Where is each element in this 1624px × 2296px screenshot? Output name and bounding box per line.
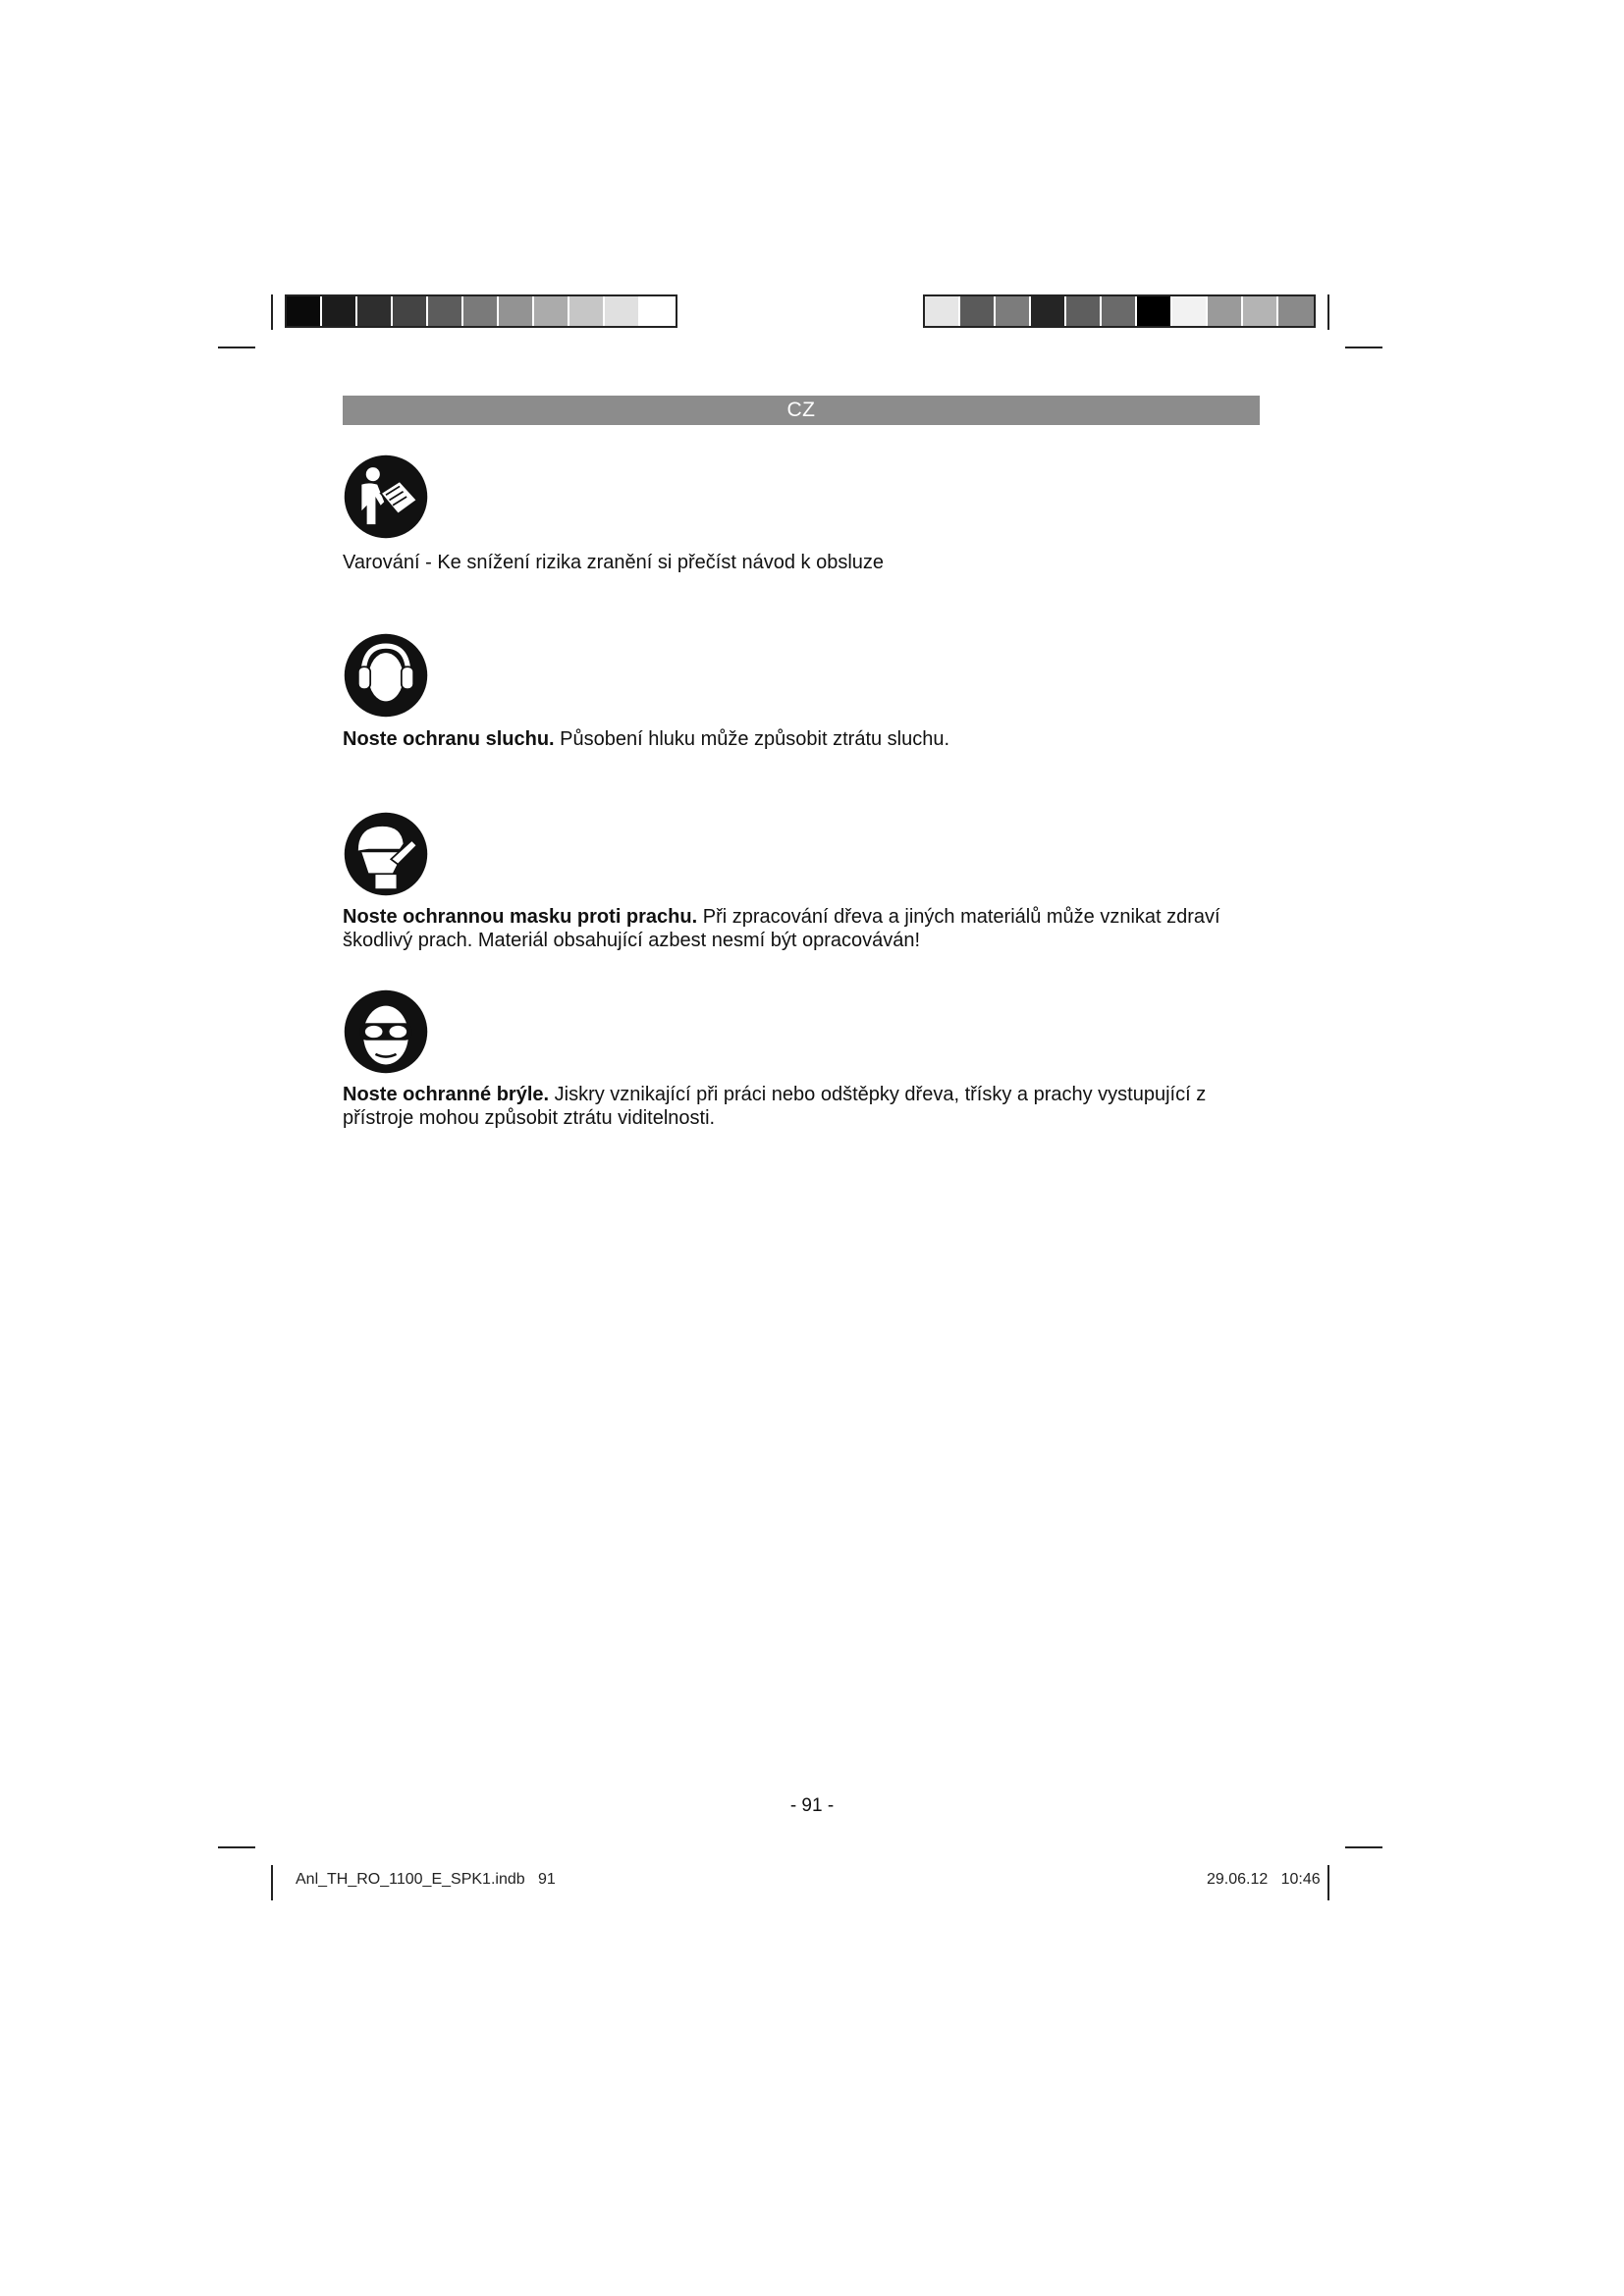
page-number: - 91 - bbox=[789, 1795, 835, 1816]
calibration-swatch bbox=[1066, 296, 1102, 326]
calibration-swatch bbox=[925, 296, 960, 326]
calibration-swatch bbox=[1137, 296, 1172, 326]
dust-mask-text: Noste ochrannou masku proti prachu. Při zpracování dřeva a jiných materiálů může vznikat zdraví škodlivý prach. Materiál obsahující azbest nesmí být opracováván! bbox=[343, 906, 1220, 951]
calibration-swatch bbox=[1278, 296, 1314, 326]
crop-mark-bottom-left-horizontal bbox=[218, 1846, 255, 1848]
dust-mask-icon bbox=[343, 811, 429, 897]
footer-file-info: Anl_TH_RO_1100_E_SPK1.indb 91 bbox=[296, 1871, 556, 1888]
crop-mark-top-right-vertical bbox=[1327, 294, 1329, 330]
calibration-swatch bbox=[640, 296, 676, 326]
warning-read-manual-text: Varování - Ke snížení rizika zranění si přečíst návod k obsluze bbox=[343, 552, 885, 573]
hearing-protection-text: Noste ochranu sluchu. Působení hluku může způsobit ztrátu sluchu. bbox=[343, 728, 950, 750]
calibration-swatch bbox=[499, 296, 534, 326]
calibration-swatch bbox=[393, 296, 428, 326]
crop-mark-bottom-left-vertical bbox=[271, 1865, 273, 1900]
crop-mark-bottom-right-horizontal bbox=[1345, 1846, 1382, 1848]
color-calibration-bar-left bbox=[285, 294, 677, 328]
calibration-swatch bbox=[1243, 296, 1278, 326]
calibration-swatch bbox=[428, 296, 463, 326]
read-manual-icon bbox=[343, 454, 429, 540]
crop-mark-top-left-vertical bbox=[271, 294, 273, 330]
calibration-swatch bbox=[1172, 296, 1208, 326]
hearing-protection-icon bbox=[343, 632, 429, 719]
calibration-swatch bbox=[569, 296, 605, 326]
calibration-swatch bbox=[1031, 296, 1066, 326]
crop-mark-top-left-horizontal bbox=[218, 347, 255, 348]
calibration-swatch bbox=[605, 296, 640, 326]
calibration-swatch bbox=[463, 296, 499, 326]
calibration-swatch bbox=[322, 296, 357, 326]
calibration-swatch bbox=[357, 296, 393, 326]
crop-mark-top-right-horizontal bbox=[1345, 347, 1382, 348]
safety-glasses-icon bbox=[343, 988, 429, 1075]
calibration-swatch bbox=[1102, 296, 1137, 326]
footer-datetime: 29.06.12 10:46 bbox=[1207, 1871, 1321, 1888]
calibration-swatch bbox=[287, 296, 322, 326]
language-banner: CZ bbox=[343, 396, 1260, 425]
color-calibration-bar-right bbox=[923, 294, 1316, 328]
calibration-swatch bbox=[960, 296, 996, 326]
calibration-swatch bbox=[996, 296, 1031, 326]
calibration-swatch bbox=[534, 296, 569, 326]
calibration-swatch bbox=[1208, 296, 1243, 326]
safety-glasses-text: Noste ochranné brýle. Jiskry vznikající při práci nebo odštěpky dřeva, třísky a prachy vystupující z přístroje mohou způsobit ztrátu viditelnosti. bbox=[343, 1084, 1207, 1129]
crop-mark-bottom-right-vertical bbox=[1327, 1865, 1329, 1900]
